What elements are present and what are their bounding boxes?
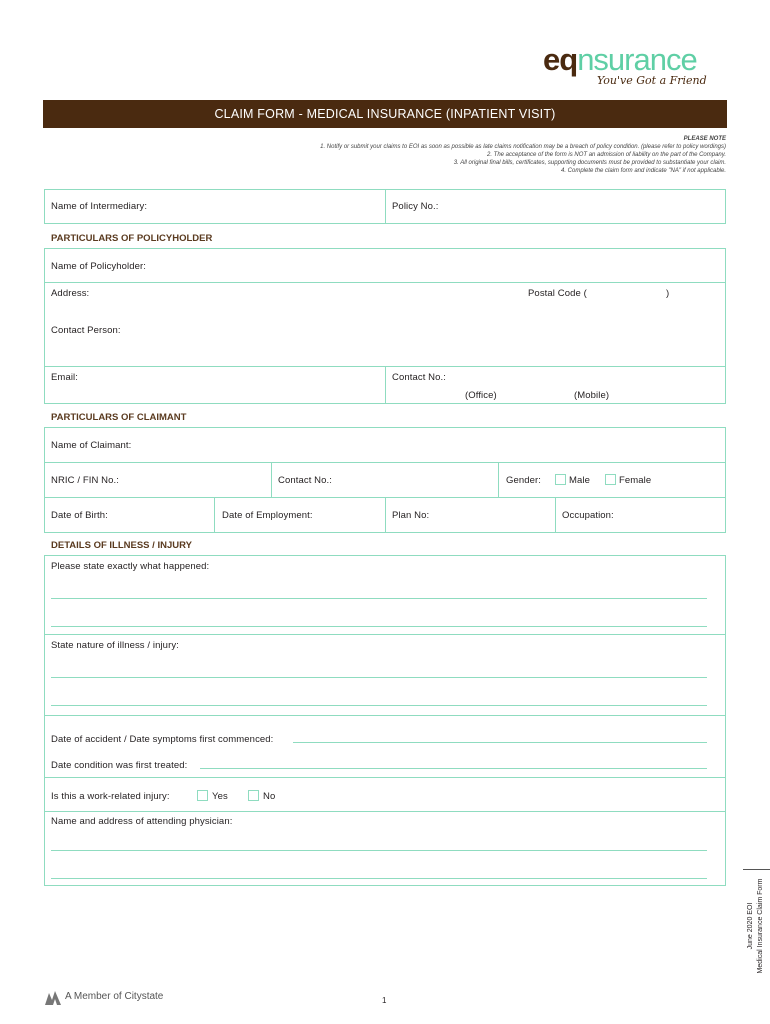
- claimant-name-cell[interactable]: [44, 427, 726, 463]
- treated-line: [200, 768, 707, 769]
- nature-line-1: [51, 677, 707, 678]
- happened-label: Please state exactly what happened:: [51, 561, 210, 572]
- claimant-name-label: Name of Claimant:: [51, 440, 132, 451]
- male-checkbox[interactable]: [555, 474, 566, 485]
- office-label: (Office): [465, 390, 497, 401]
- logo: [543, 42, 728, 92]
- note-3: 3. All original final bills, certificates, supporting documents must be provided to substantiate your claim.: [453, 160, 726, 166]
- female-checkbox[interactable]: [605, 474, 616, 485]
- no-label: No: [263, 791, 276, 802]
- side-line-1: June 2020 EOI: [747, 902, 754, 950]
- member-text: A Member of Citystate: [65, 991, 164, 1002]
- happened-line-2: [51, 626, 707, 627]
- side-line-2: Medical Insurance Claim Form: [757, 878, 764, 974]
- contact-no-label: Contact No.:: [392, 372, 447, 383]
- note-1: 1. Notify or submit your claims to EOI as soon as possible as late claims notification may be a breach of policy condition. (please refer to policy wordings): [320, 144, 726, 150]
- nric-label: NRIC / FIN No.:: [51, 475, 120, 486]
- male-label: Male: [569, 475, 590, 486]
- accident-date-label: Date of accident / Date symptoms first commenced:: [51, 734, 274, 745]
- treated-label: Date condition was first treated:: [51, 760, 188, 771]
- policyholder-name-label: Name of Policyholder:: [51, 261, 147, 272]
- physician-label: Name and address of attending physician:: [51, 816, 233, 827]
- yes-label: Yes: [212, 791, 228, 802]
- plan-label: Plan No:: [392, 510, 430, 521]
- postal-code-label: Postal Code (: [528, 288, 587, 299]
- policy-no-label: Policy No.:: [392, 201, 439, 212]
- occupation-label: Occupation:: [562, 510, 614, 521]
- physician-line-1: [51, 850, 707, 851]
- nature-line-2: [51, 705, 707, 706]
- contact-person-label: Contact Person:: [51, 325, 121, 336]
- page-title: CLAIM FORM - MEDICAL INSURANCE (INPATIENT VISIT): [214, 107, 556, 121]
- yes-checkbox[interactable]: [197, 790, 208, 801]
- side-rule: [743, 869, 770, 870]
- female-label: Female: [619, 475, 652, 486]
- logo-tagline: You've Got a Friend: [597, 74, 707, 87]
- gender-label: Gender:: [506, 475, 542, 486]
- dob-label: Date of Birth:: [51, 510, 108, 521]
- address-cell[interactable]: [44, 282, 726, 367]
- physician-line-2: [51, 878, 707, 879]
- policyholder-heading: PARTICULARS OF POLICYHOLDER: [51, 233, 213, 244]
- accident-date-line: [293, 742, 707, 743]
- email-cell[interactable]: [44, 366, 386, 404]
- claimant-heading: PARTICULARS OF CLAIMANT: [51, 412, 187, 423]
- happened-line-1: [51, 598, 707, 599]
- claimant-contact-label: Contact No.:: [278, 475, 333, 486]
- note-2: 2. The acceptance of the form is NOT an admission of liability on the part of the Company.: [486, 152, 726, 158]
- postal-code-close: ): [666, 288, 670, 299]
- policyholder-name-cell[interactable]: [44, 248, 726, 283]
- nature-label: State nature of illness / injury:: [51, 640, 179, 651]
- no-checkbox[interactable]: [248, 790, 259, 801]
- citystate-icon: [43, 988, 63, 1008]
- work-related-label: Is this a work-related injury:: [51, 791, 170, 802]
- address-label: Address:: [51, 288, 90, 299]
- email-label: Email:: [51, 372, 78, 383]
- page-number: 1: [382, 996, 387, 1005]
- citystate-logo: [43, 988, 178, 1008]
- title-bar: [43, 100, 727, 128]
- note-4: 4. Complete the claim form and indicate "NA" if not applicable.: [560, 168, 726, 174]
- note-heading: PLEASE NOTE: [683, 136, 726, 142]
- intermediary-label: Name of Intermediary:: [51, 201, 148, 212]
- mobile-label: (Mobile): [574, 390, 610, 401]
- logo-eq: eq: [543, 42, 578, 77]
- illness-heading: DETAILS OF ILLNESS / INJURY: [51, 540, 192, 551]
- logo-insurance: nsurance: [577, 42, 697, 77]
- doe-label: Date of Employment:: [222, 510, 313, 521]
